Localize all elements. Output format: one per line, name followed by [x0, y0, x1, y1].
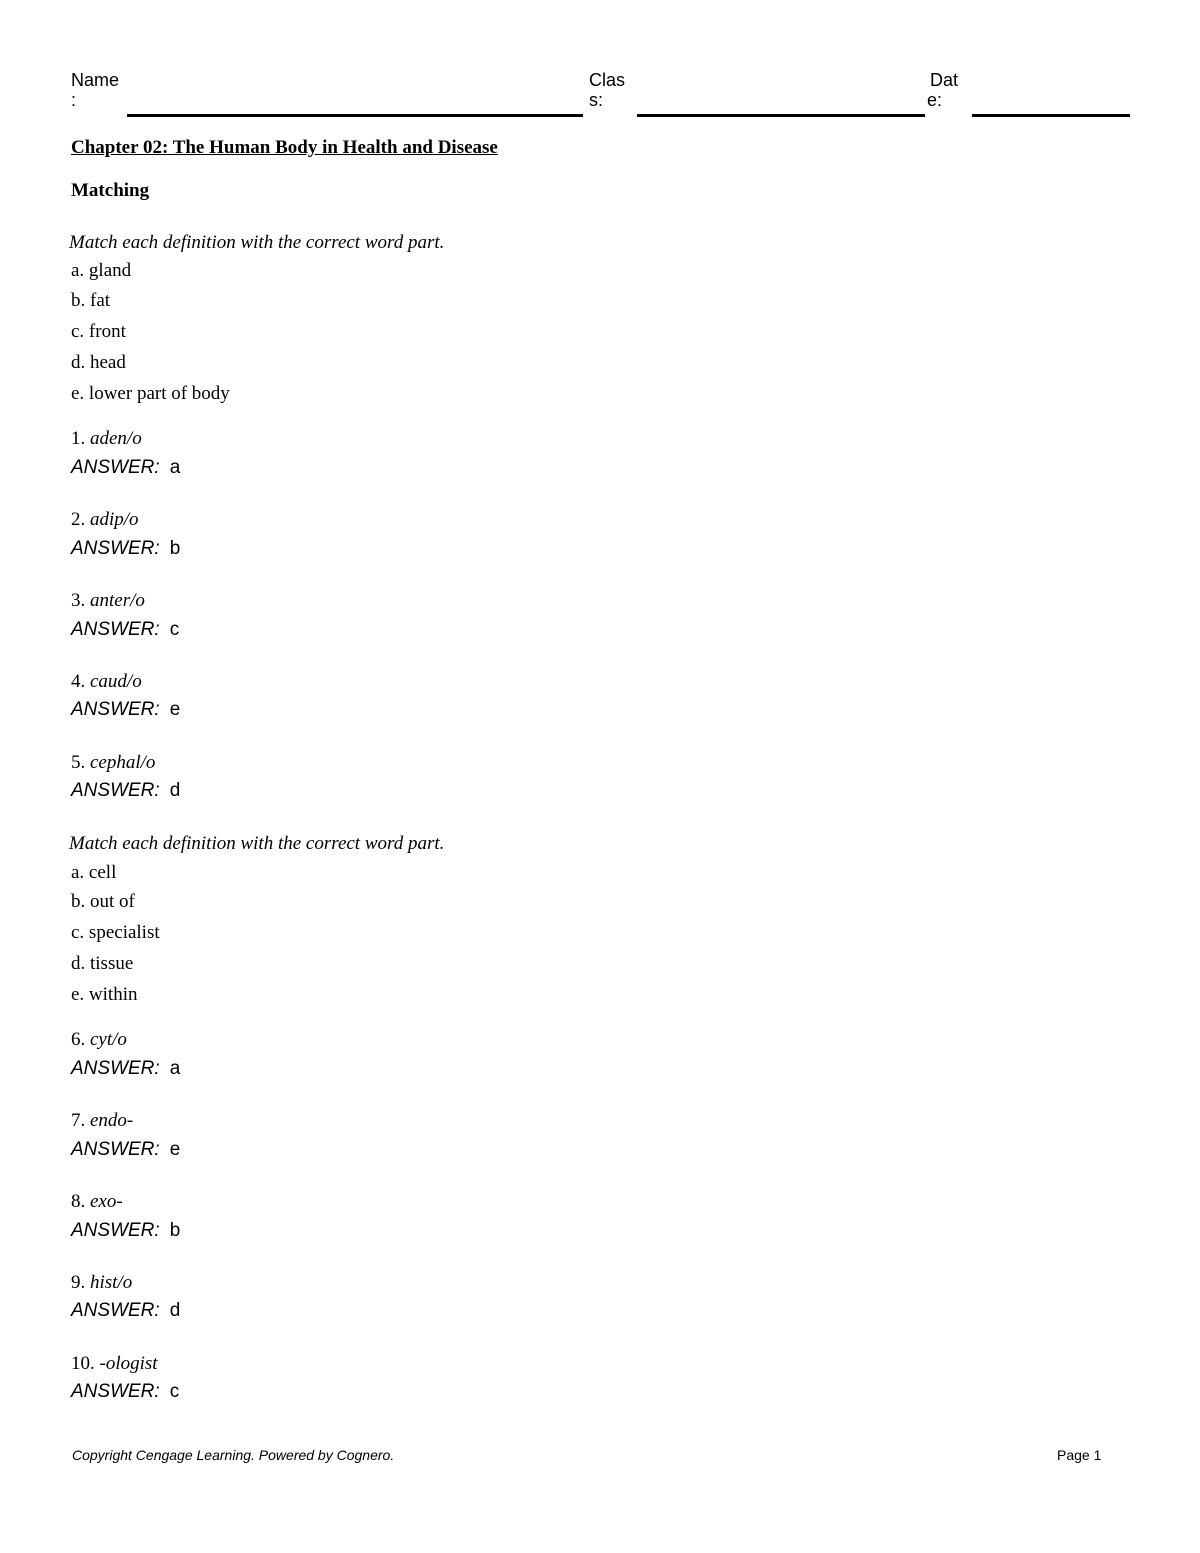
option-item: a. gland — [71, 260, 132, 281]
question-4: 4. caud/o — [71, 671, 142, 692]
date-field-line[interactable] — [972, 114, 1130, 117]
question-9: 9. hist/o — [71, 1272, 133, 1293]
answer-6: ANSWER: a — [71, 1058, 181, 1079]
answer-4: ANSWER: e — [71, 699, 181, 720]
name-field-line[interactable] — [127, 114, 583, 117]
option-item: c. specialist — [71, 922, 160, 943]
option-item: c. front — [71, 321, 126, 342]
question-5: 5. cephal/o — [71, 752, 156, 773]
answer-3: ANSWER: c — [71, 619, 180, 640]
answer-9: ANSWER: d — [71, 1300, 181, 1321]
answer-7: ANSWER: e — [71, 1139, 181, 1160]
question-6: 6. cyt/o — [71, 1029, 127, 1050]
answer-1: ANSWER: a — [71, 457, 181, 478]
question-8: 8. exo- — [71, 1191, 123, 1212]
option-item: b. out of — [71, 891, 135, 912]
section-title: Matching — [71, 180, 150, 201]
question-1: 1. aden/o — [71, 428, 142, 449]
date-field-label: Dat e: — [927, 70, 959, 110]
chapter-title: Chapter 02: The Human Body in Health and Disease — [71, 137, 498, 158]
question-7: 7. endo- — [71, 1110, 134, 1131]
answer-8: ANSWER: b — [71, 1220, 181, 1241]
question-3: 3. anter/o — [71, 590, 145, 611]
option-item: a. cell — [71, 862, 117, 883]
name-field-label: Name : — [71, 70, 120, 110]
footer-page-number: Page 1 — [1057, 1447, 1102, 1463]
footer-copyright: Copyright Cengage Learning. Powered by Cognero. — [72, 1447, 395, 1463]
class-field-label: Clas s: — [589, 70, 626, 110]
group-1-instruction: Match each definition with the correct word part. — [69, 232, 445, 253]
option-item: d. head — [71, 352, 126, 373]
question-2: 2. adip/o — [71, 509, 139, 530]
option-item: e. within — [71, 984, 138, 1005]
option-item: e. lower part of body — [71, 383, 230, 404]
answer-2: ANSWER: b — [71, 538, 181, 559]
option-item: b. fat — [71, 290, 111, 311]
class-field-line[interactable] — [637, 114, 925, 117]
option-item: d. tissue — [71, 953, 134, 974]
answer-5: ANSWER: d — [71, 780, 181, 801]
answer-10: ANSWER: c — [71, 1381, 180, 1402]
group-2-instruction: Match each definition with the correct word part. — [69, 833, 445, 854]
question-10: 10. -ologist — [71, 1353, 158, 1374]
